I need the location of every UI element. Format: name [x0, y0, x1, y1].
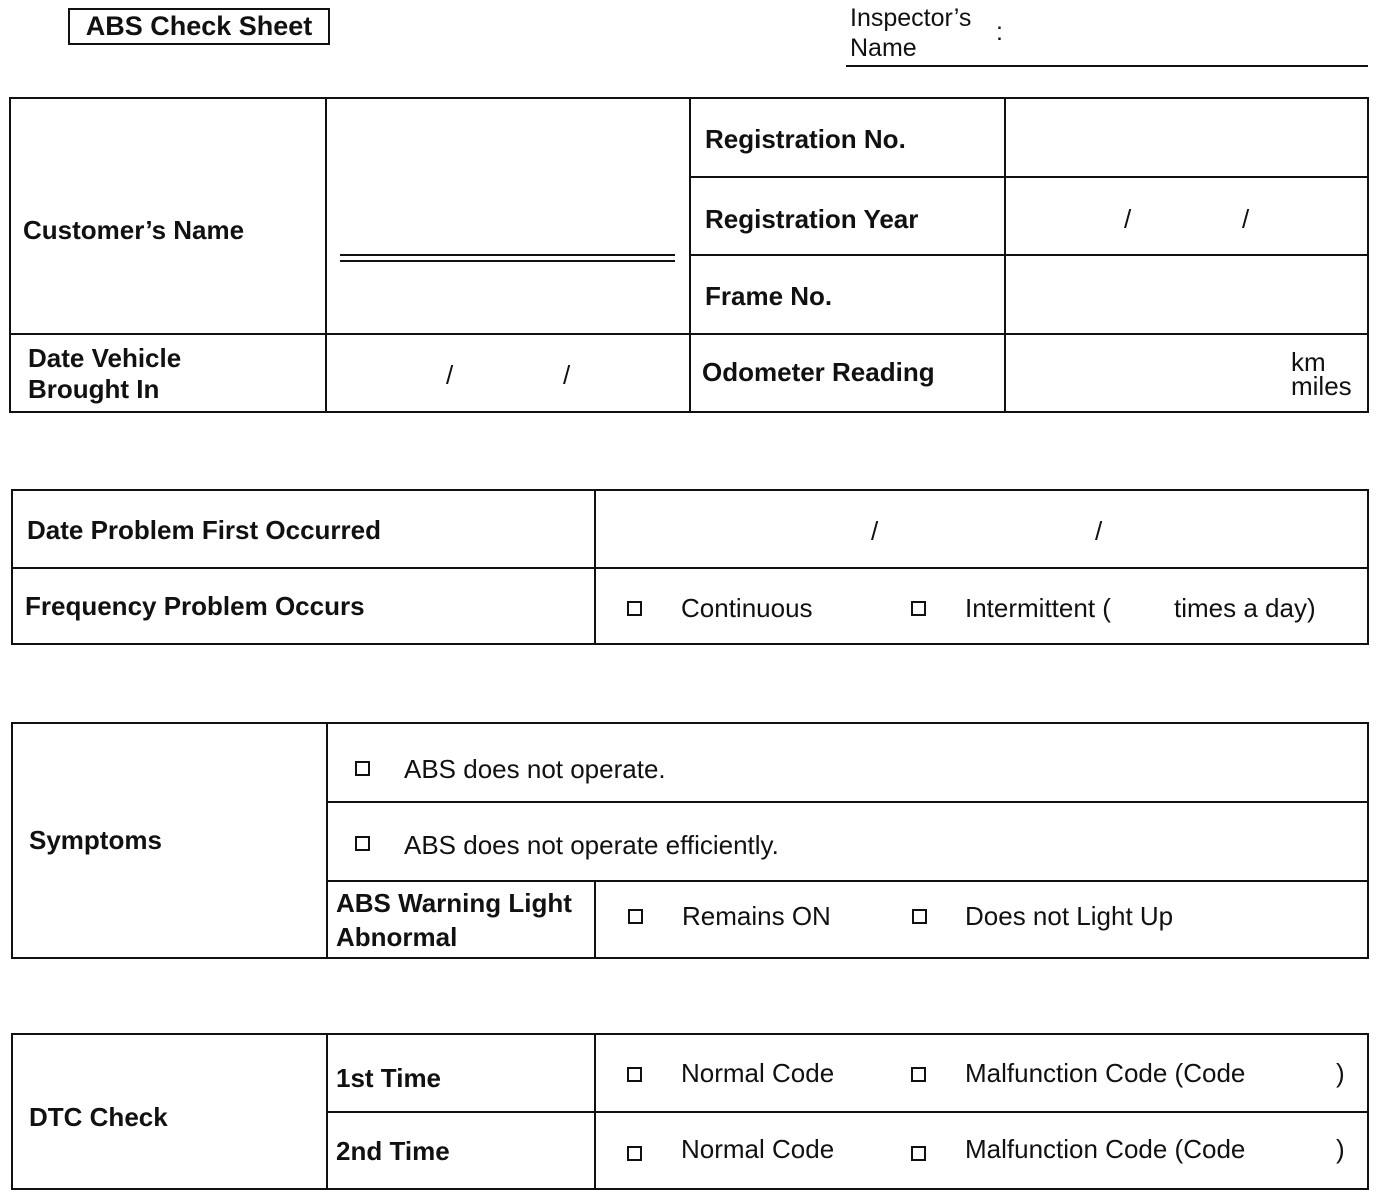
second-normal-code-option: Normal Code — [681, 1134, 835, 1164]
symptoms-table — [11, 722, 1369, 959]
continuous-checkbox[interactable] — [627, 601, 642, 616]
registration-year-separator-2: / — [1242, 204, 1250, 234]
odometer-unit-miles: miles — [1291, 371, 1352, 401]
inspector-name-label: Inspector’s Name — [850, 4, 972, 62]
second-malfunction-close-paren: ) — [1336, 1134, 1345, 1164]
sheet-title: ABS Check Sheet — [68, 8, 330, 45]
problem-occurrence-table — [11, 489, 1369, 645]
abs-not-operate-option: ABS does not operate. — [404, 754, 666, 784]
odometer-unit-km: km — [1291, 347, 1326, 377]
frequency-label: Frequency Problem Occurs — [25, 591, 365, 621]
registration-no-label: Registration No. — [705, 124, 906, 154]
abs-not-efficient-checkbox[interactable] — [355, 836, 370, 851]
inspector-colon: : — [996, 18, 1003, 46]
dtc-check-table — [11, 1033, 1369, 1190]
frame-no-label: Frame No. — [705, 281, 833, 311]
first-malfunction-close-paren: ) — [1336, 1058, 1345, 1088]
dtc-check-label: DTC Check — [29, 1102, 168, 1132]
first-malfunction-code-option: Malfunction Code (Code — [965, 1058, 1246, 1088]
odometer-reading-label: Odometer Reading — [702, 357, 935, 387]
continuous-option: Continuous — [681, 593, 813, 623]
first-normal-code-option: Normal Code — [681, 1058, 835, 1088]
first-malfunction-code-checkbox[interactable] — [911, 1067, 926, 1082]
warning-light-label: ABS Warning Light Abnormal — [336, 888, 572, 952]
registration-year-separator-1: / — [1124, 204, 1132, 234]
second-malfunction-code-checkbox[interactable] — [911, 1146, 926, 1161]
remains-on-checkbox[interactable] — [628, 909, 643, 924]
second-malfunction-code-option: Malfunction Code (Code — [965, 1134, 1246, 1164]
date-brought-in-separator-2: / — [563, 360, 571, 390]
abs-not-efficient-option: ABS does not operate efficiently. — [404, 830, 779, 860]
not-light-up-option: Does not Light Up — [965, 901, 1174, 931]
vehicle-info-table — [9, 97, 1369, 413]
date-first-occurred-separator-1: / — [871, 516, 879, 546]
symptoms-label: Symptoms — [29, 825, 162, 855]
registration-year-label: Registration Year — [705, 204, 919, 234]
customer-name-field[interactable] — [340, 254, 675, 262]
remains-on-option: Remains ON — [682, 901, 831, 931]
times-a-day-text: times a day) — [1174, 593, 1316, 623]
customer-name-label: Customer’s Name — [23, 215, 245, 245]
abs-not-operate-checkbox[interactable] — [355, 761, 370, 776]
frame-no-field[interactable] — [1007, 256, 1367, 333]
first-normal-code-checkbox[interactable] — [627, 1067, 642, 1082]
registration-no-field[interactable] — [1007, 99, 1367, 176]
first-time-label: 1st Time — [336, 1063, 442, 1093]
intermittent-checkbox[interactable] — [911, 601, 926, 616]
date-first-occurred-separator-2: / — [1095, 516, 1103, 546]
second-normal-code-checkbox[interactable] — [627, 1146, 642, 1161]
second-time-label: 2nd Time — [336, 1136, 450, 1166]
not-light-up-checkbox[interactable] — [912, 909, 927, 924]
intermittent-option: Intermittent ( — [965, 593, 1111, 623]
date-first-occurred-label: Date Problem First Occurred — [27, 515, 381, 545]
inspector-name-field[interactable] — [846, 65, 1368, 67]
date-brought-in-separator-1: / — [446, 360, 454, 390]
date-brought-in-label: Date Vehicle Brought In — [28, 343, 182, 404]
